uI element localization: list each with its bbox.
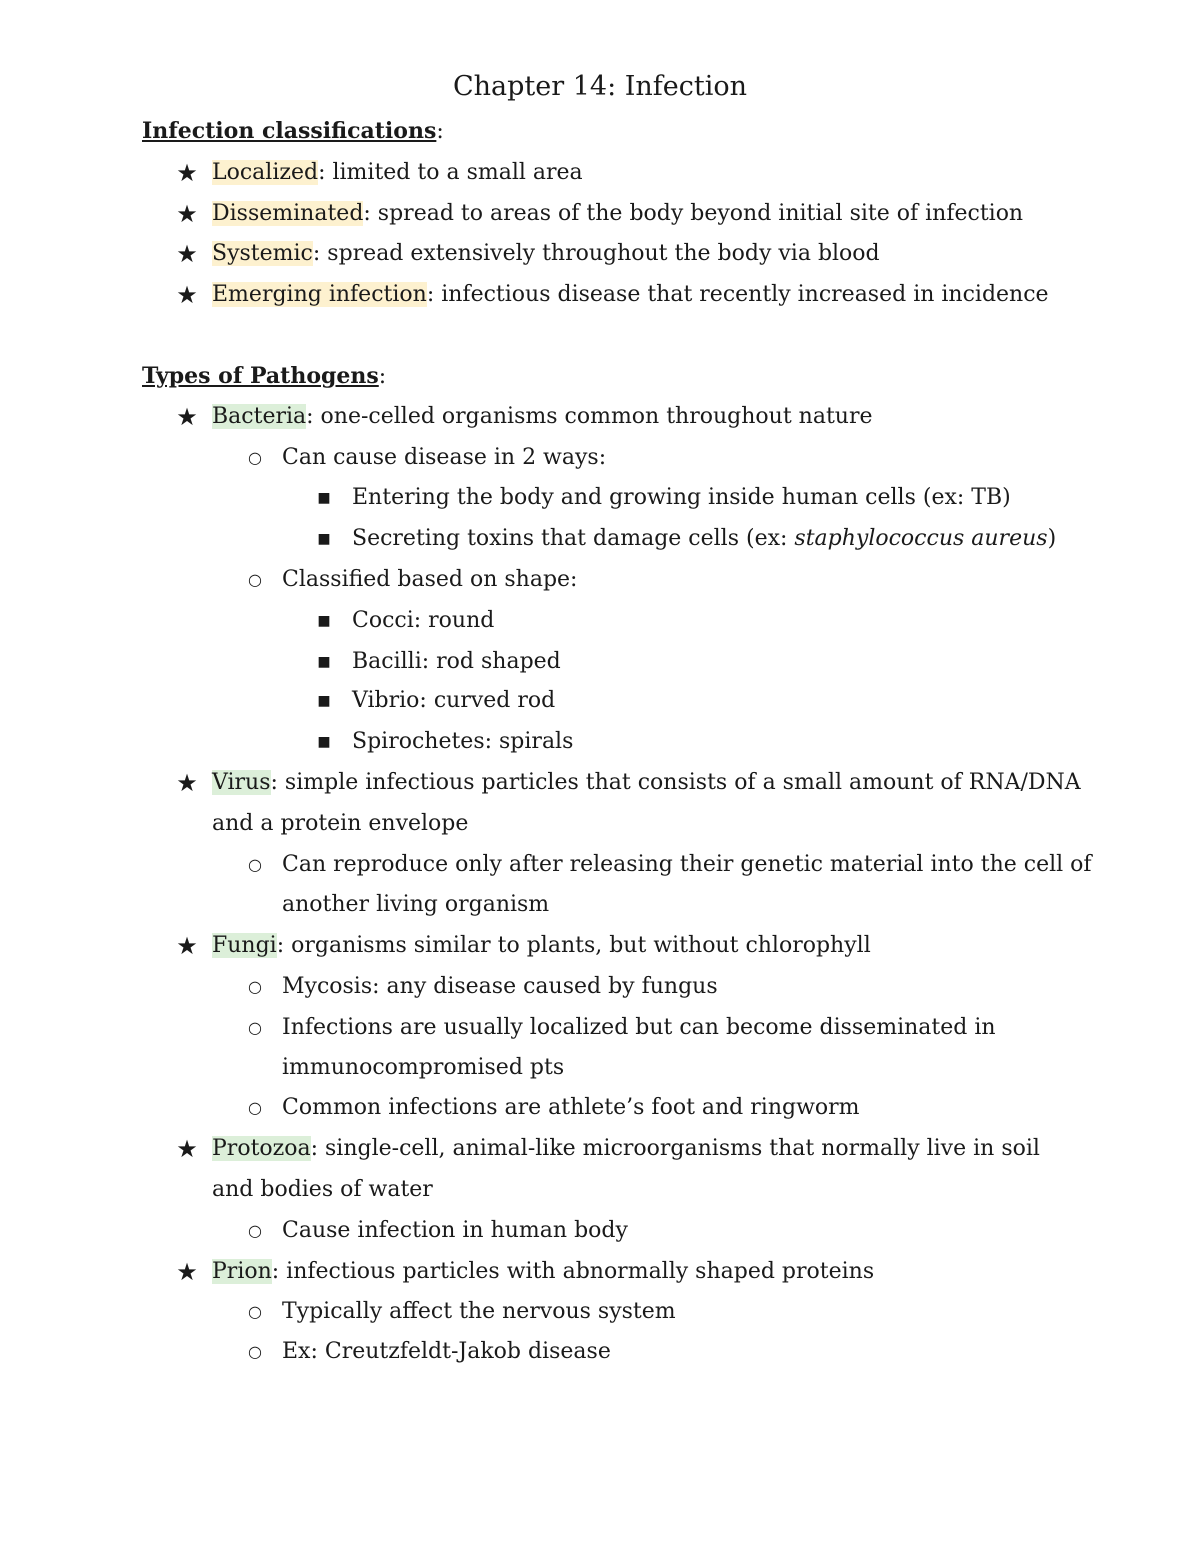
star-bullet-icon: ★ — [176, 159, 198, 187]
square-bullet-icon: ■ — [317, 693, 331, 709]
star-bullet-icon: ★ — [176, 1258, 198, 1286]
sub-item-text: Classified based on shape: — [282, 567, 578, 592]
section-heading-colon: : — [378, 364, 387, 389]
term-protozoa: Protozoa — [212, 1136, 311, 1161]
circle-bullet-icon: ○ — [248, 448, 262, 467]
square-bullet-icon: ■ — [317, 734, 331, 750]
list-item-fungi — [212, 931, 871, 961]
section-heading-text: Types of Pathogens — [142, 363, 379, 389]
star-bullet-icon: ★ — [176, 240, 198, 268]
species-name: staphylococcus aureus — [794, 526, 1048, 551]
sub-sub-item-text: Secreting toxins that damage cells (ex: — [352, 526, 795, 551]
circle-bullet-icon: ○ — [248, 1221, 262, 1240]
term-systemic: Systemic — [212, 241, 313, 266]
list-item-prion — [212, 1257, 874, 1287]
definition-text: : limited to a small area — [318, 160, 583, 185]
sub-item-text: Ex: Creutzfeldt-Jakob disease — [282, 1339, 611, 1364]
definition-continuation: and a protein envelope — [212, 811, 469, 836]
sub-item-text: Infections are usually localized but can become disseminated in — [282, 1015, 996, 1040]
sub-item-text: Common infections are athlete’s foot and ringworm — [282, 1095, 860, 1120]
circle-bullet-icon: ○ — [248, 1018, 262, 1037]
star-bullet-icon: ★ — [176, 200, 198, 228]
definition-text: : single-cell, animal-like microorganisms that normally live in soil — [310, 1136, 1040, 1161]
definition-text: : infectious particles with abnormally shaped proteins — [271, 1259, 875, 1284]
star-bullet-icon: ★ — [176, 1135, 198, 1163]
definition-text: : infectious disease that recently increased in incidence — [426, 282, 1049, 307]
list-item-emerging-infection — [212, 280, 1049, 310]
star-bullet-icon: ★ — [176, 769, 198, 797]
sub-sub-item-text: Spirochetes: spirals — [352, 729, 574, 754]
section-heading-types-of-pathogens — [142, 361, 386, 392]
square-bullet-icon: ■ — [317, 531, 331, 547]
sub-sub-item-text: Bacilli: rod shaped — [352, 649, 561, 674]
sub-item-text: Can reproduce only after releasing their genetic material into the cell of — [282, 852, 1092, 877]
sub-sub-item-text: Cocci: round — [352, 608, 495, 633]
definition-text: : organisms similar to plants, but without chlorophyll — [276, 933, 871, 958]
sub-item-text: Can cause disease in 2 ways: — [282, 445, 607, 470]
circle-bullet-icon: ○ — [248, 1302, 262, 1321]
list-item-protozoa — [212, 1134, 1040, 1164]
definition-text: : simple infectious particles that consists of a small amount of RNA/DNA — [270, 770, 1081, 795]
star-bullet-icon: ★ — [176, 932, 198, 960]
term-fungi: Fungi — [212, 933, 277, 958]
sub-item-text: Mycosis: any disease caused by fungus — [282, 974, 718, 999]
term-localized: Localized — [212, 160, 319, 185]
list-item-localized — [212, 158, 583, 188]
closing-paren: ) — [1047, 526, 1057, 551]
sub-item-continuation: immunocompromised pts — [282, 1055, 565, 1080]
star-bullet-icon: ★ — [176, 281, 198, 309]
definition-text: : spread extensively throughout the body via blood — [312, 241, 880, 266]
term-emerging-infection: Emerging infection — [212, 282, 427, 307]
sub-sub-item — [352, 524, 1056, 554]
section-heading-colon: : — [436, 119, 444, 144]
definition-text: : spread to areas of the body beyond initial site of infection — [363, 201, 1024, 226]
page-title: Chapter 14: Infection — [452, 71, 748, 102]
term-prion: Prion — [212, 1259, 272, 1284]
section-heading-infection-classifications — [142, 116, 444, 147]
star-bullet-icon: ★ — [176, 403, 198, 431]
circle-bullet-icon: ○ — [248, 570, 262, 589]
list-item-bacteria — [212, 402, 873, 432]
circle-bullet-icon: ○ — [248, 977, 262, 996]
circle-bullet-icon: ○ — [248, 1098, 262, 1117]
term-bacteria: Bacteria — [212, 404, 307, 429]
definition-continuation: and bodies of water — [212, 1177, 433, 1202]
square-bullet-icon: ■ — [317, 613, 331, 629]
term-disseminated: Disseminated — [212, 201, 364, 226]
list-item-virus — [212, 768, 1081, 798]
term-virus: Virus — [212, 770, 271, 795]
square-bullet-icon: ■ — [317, 490, 331, 506]
square-bullet-icon: ■ — [317, 654, 331, 670]
sub-sub-item-text: Vibrio: curved rod — [352, 688, 556, 713]
list-item-disseminated — [212, 199, 1023, 229]
section-heading-text: Infection classifications — [142, 118, 437, 144]
definition-text: : one-celled organisms common throughout nature — [306, 404, 873, 429]
circle-bullet-icon: ○ — [248, 855, 262, 874]
circle-bullet-icon: ○ — [248, 1342, 262, 1361]
sub-item-text: Cause infection in human body — [282, 1218, 628, 1243]
list-item-systemic — [212, 239, 880, 269]
sub-item-continuation: another living organism — [282, 892, 550, 917]
sub-sub-item-text: Entering the body and growing inside human cells (ex: TB) — [352, 485, 1011, 510]
sub-item-text: Typically affect the nervous system — [282, 1299, 676, 1324]
